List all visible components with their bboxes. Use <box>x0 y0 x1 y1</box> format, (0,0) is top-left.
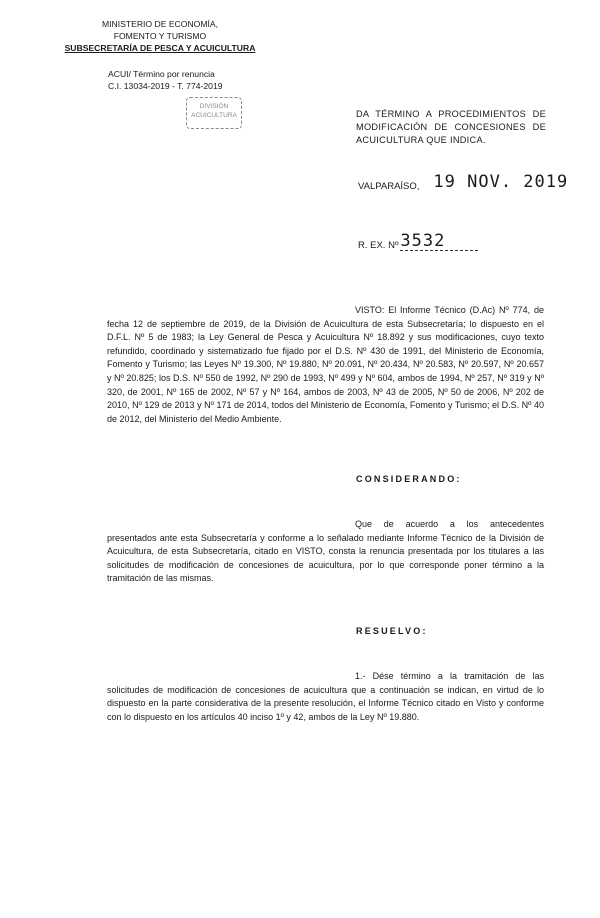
considerando-heading: CONSIDERANDO: <box>356 474 462 484</box>
reference-subject: ACUI/ Término por renuncia <box>108 69 215 79</box>
considerando-paragraph <box>107 518 544 586</box>
visto-paragraph <box>107 304 544 426</box>
ministry-header <box>60 18 260 54</box>
resolution-label: R. EX. Nº <box>358 240 399 251</box>
place: VALPARAÍSO, <box>358 181 420 192</box>
file-reference <box>108 68 223 92</box>
ministry-name: MINISTERIO DE ECONOMÍA, <box>101 19 219 29</box>
date-stamp: 19 NOV. 2019 <box>433 172 569 192</box>
resuelvo-paragraph-1 <box>107 670 544 724</box>
resolution-number-line <box>358 232 478 251</box>
resuelvo-heading: RESUELVO: <box>356 626 428 636</box>
resolution-number: 3532 <box>400 232 478 251</box>
division-stamp <box>186 97 242 129</box>
stamp-line-1: DIVISIÓN <box>199 103 229 110</box>
visto-text: VISTO: El Informe Técnico (D.Ac) Nº 774, de fecha 12 de septiembre de 2019, de la División de Acuicultura de esta Subsecretaría; lo dispuesto en el D.F.L. Nº 5 de 1983; la Ley General de Pesca y Acuicultura Nº 18.892 y sus modificaciones, cuyo texto refundido, coordinado y sistematizado fue fijado por el D.S. Nº 430 de 1991, del Ministerio de Economía, Fomento y Turismo; las Leyes Nº 19.300, Nº 19.880, Nº 20.091, Nº 20.434, Nº 20.583, Nº 20.597, Nº 20.657 y Nº 20.825; los D.S. Nº 550 de 1992, Nº 290 de 1993, Nº 499 y Nº 604, ambos de 1994, Nº 257, Nº 319 y Nº 320, de 2001, Nº 165 de 2002, Nº 57 y Nº 164, ambos de 2003, Nº 43 de 2005, Nº 50 de 2006, Nº 202 de 2010, Nº 129 de 2013 y Nº 171 de 2014, todos del Ministerio de Economía, Fomento y Turismo; el D.S. Nº 40 de 2012, del Ministerio del Medio Ambiente. <box>107 305 544 424</box>
stamp-line-2: ACUICULTURA <box>191 112 237 119</box>
subsecretariat-name: SUBSECRETARÍA DE PESCA Y ACUICULTURA <box>64 43 256 53</box>
ministry-name-cont: FOMENTO Y TURISMO <box>113 31 207 41</box>
place-date <box>358 172 568 192</box>
considerando-text: Que de acuerdo a los antecedentes presentados ante esta Subsecretaría y conforme a lo señalado mediante Informe Técnico de la División de Acuicultura, de esta Subsecretaría, citado en VISTO, consta la renuncia presentada por los titulares a las solicitudes de modificación de concesiones de acuicultura, por lo que corresponde poner término a la tramitación de las mismas. <box>107 519 544 584</box>
reference-codes: C.I. 13034-2019 - T. 774-2019 <box>108 81 223 91</box>
resolution-subject: DA TÉRMINO A PROCEDIMIENTOS DE MODIFICACIÓN DE CONCESIONES DE ACUICULTURA QUE INDICA. <box>356 109 546 145</box>
resuelvo-1-text: 1.- Dése término a la tramitación de las solicitudes de modificación de concesiones de acuicultura que a continuación se indican, en virtud de lo dispuesto en la parte considerativa de la presente resolución, el Informe Técnico citado en Visto y conforme con lo dispuesto en los artículos 40 inciso 1º y 42, ambos de la Ley Nº 19.880. <box>107 671 544 722</box>
